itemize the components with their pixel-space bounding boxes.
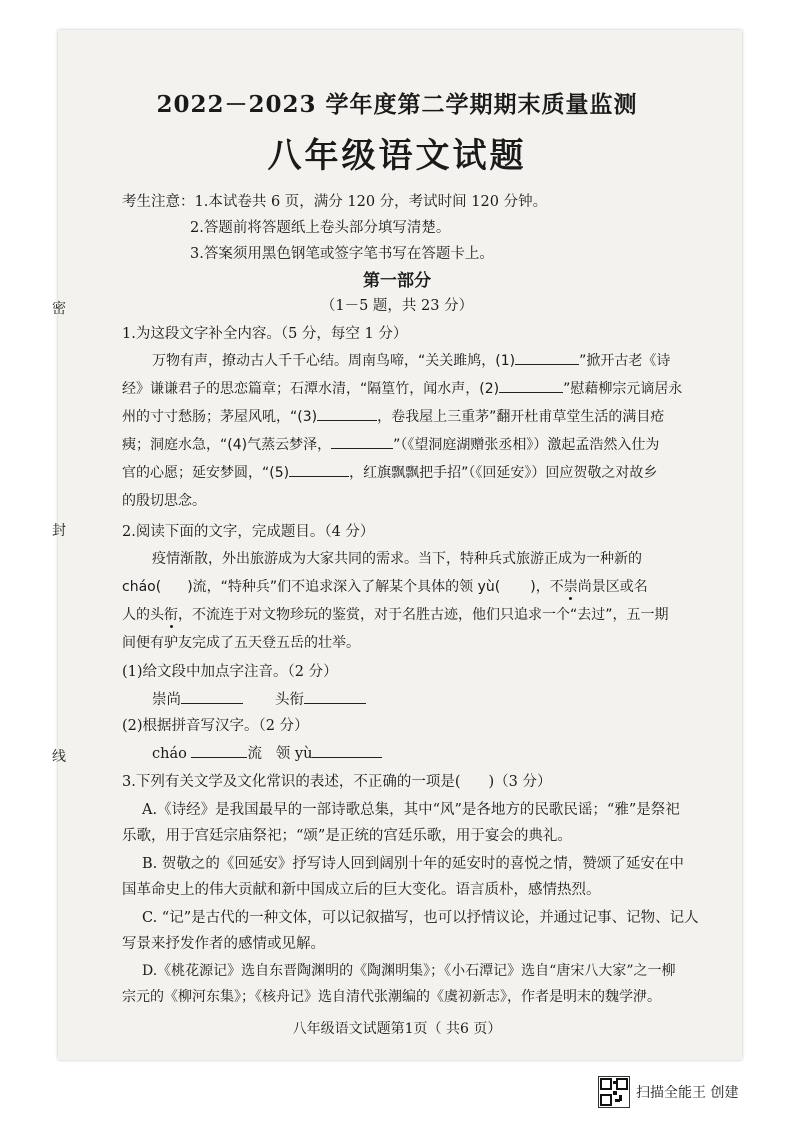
margin-mark-seal: 密 bbox=[52, 301, 66, 317]
answer-chongshang[interactable] bbox=[181, 689, 243, 704]
scanner-watermark: 扫描全能王 创建 bbox=[636, 1085, 739, 1101]
page-footer: 八年级语文试题第1页（ 共6 页） bbox=[292, 1021, 502, 1037]
q1-line-5: 官的心愿；延安梦圆，“(5) ，红旗飘飘把手招”（《回延安》）回应贺敬之对故乡 bbox=[122, 462, 657, 482]
blank-3[interactable] bbox=[317, 406, 377, 421]
blank-5[interactable] bbox=[289, 462, 349, 477]
answer-yu[interactable] bbox=[312, 743, 382, 758]
q2-para-3: 人的头衔，不流连于对文物珍玩的鉴赏，对于名胜古迹，他们只追求一个“去过”，五一期 bbox=[122, 607, 669, 623]
qr-code-icon bbox=[598, 1076, 630, 1108]
q1-line-1: 万物有声，撩动古人千千心结。周南鸟啼，“关关雎鸠，(1) ”掀开古老《诗 bbox=[152, 350, 670, 370]
margin-mark-fold: 封 bbox=[52, 523, 66, 539]
answer-chao[interactable] bbox=[191, 743, 247, 758]
q3-option-c-2: 写景来抒发作者的感情或见解。 bbox=[122, 936, 325, 952]
q1-stem: 1.为这段文字补全内容。（5 分，每空 1 分） bbox=[122, 326, 408, 342]
q2-para-1: 疫情渐散，外出旅游成为大家共同的需求。当下，特种兵式旅游正成为一种新的 bbox=[152, 551, 642, 567]
q3-option-a-1: A.《诗经》是我国最早的一部诗歌总集，其中“风”是各地方的民歌民谣；“雅”是祭祀 bbox=[142, 802, 680, 818]
exam-title-main: 八年级语文试题 bbox=[267, 136, 527, 176]
q1-line-4: 痍；洞庭水急，“(4)气蒸云梦泽， ”（《望洞庭湖赠张丞相》）激起孟浩然入仕为 bbox=[122, 434, 659, 454]
blank-1[interactable] bbox=[515, 350, 579, 365]
blank-2[interactable] bbox=[499, 378, 563, 393]
notice-1: 考生注意：1.本试卷共 6 页，满分 120 分，考试时间 120 分钟。 bbox=[122, 194, 548, 210]
exam-title-top: 2022－2023 学年度第二学期期末质量监测 bbox=[156, 91, 638, 118]
blank-4[interactable] bbox=[331, 434, 393, 449]
q3-stem: 3.下列有关文学及文化常识的表述，不正确的一项是( )（3 分） bbox=[122, 774, 552, 790]
q3-option-b-1: B. 贺敬之的《回延安》抒写诗人回到阔别十年的延安时的喜悦之情，赞颂了延安在中 bbox=[142, 856, 684, 872]
q2-sub2-answers: cháo 流 领 yù bbox=[152, 742, 382, 763]
q1-line-2: 经》谦谦君子的思恋篇章；石潭水清，“隔篁竹，闻水声，(2) ”慰藉柳宗元谪居永 bbox=[122, 378, 682, 398]
q1-last-line: 的殷切思念。 bbox=[122, 493, 206, 509]
q2-para-2: cháo( )流，“特种兵”们不追求深入了解某个具体的领 yù( )，不崇尚景区或名 bbox=[122, 579, 648, 595]
q3-option-b-2: 国革命史上的伟大贡献和新中国成立后的巨大变化。语言质朴，感情热烈。 bbox=[122, 882, 601, 898]
q2-para-4: 间便有驴友完成了五天登五岳的壮举。 bbox=[122, 635, 360, 651]
answer-touxian[interactable] bbox=[304, 689, 366, 704]
q2-sub1-answers: 崇尚 头衔 bbox=[152, 688, 366, 709]
q2-sub2: (2)根据拼音写汉字。（2 分） bbox=[122, 718, 309, 734]
notice-2: 2.答题前将答题纸上卷头部分填写清楚。 bbox=[190, 220, 451, 236]
q3-option-d-1: D.《桃花源记》选自东晋陶渊明的《陶渊明集》；《小石潭记》选自“唐宋八大家”之一柳 bbox=[142, 963, 676, 979]
q2-stem: 2.阅读下面的文字，完成题目。（4 分） bbox=[122, 524, 375, 540]
q3-option-c-1: C. “记”是古代的一种文体，可以记叙描写，也可以抒情议论，并通过记事、记物、记人 bbox=[142, 910, 699, 926]
q3-option-d-2: 宗元的《柳河东集》；《核舟记》选自清代张潮编的《虞初新志》，作者是明末的魏学洢。 bbox=[122, 989, 661, 1005]
margin-mark-line: 线 bbox=[52, 749, 66, 765]
notice-3: 3.答案须用黑色钢笔或签字笔书写在答题卡上。 bbox=[190, 246, 494, 262]
part1-subtitle: （1－5 题，共 23 分） bbox=[320, 298, 474, 314]
q1-line-3: 州的寸寸愁肠；茅屋风吼，“(3) ，卷我屋上三重茅”翻开杜甫草堂生活的满目疮 bbox=[122, 406, 664, 426]
q2-sub1: (1)给文段中加点字注音。（2 分） bbox=[122, 664, 338, 680]
part1-title: 第一部分 bbox=[363, 271, 431, 291]
q3-option-a-2: 乐歌，用于宫廷宗庙祭祀；“颂”是正统的宫廷乐歌，用于宴会的典礼。 bbox=[122, 828, 572, 844]
